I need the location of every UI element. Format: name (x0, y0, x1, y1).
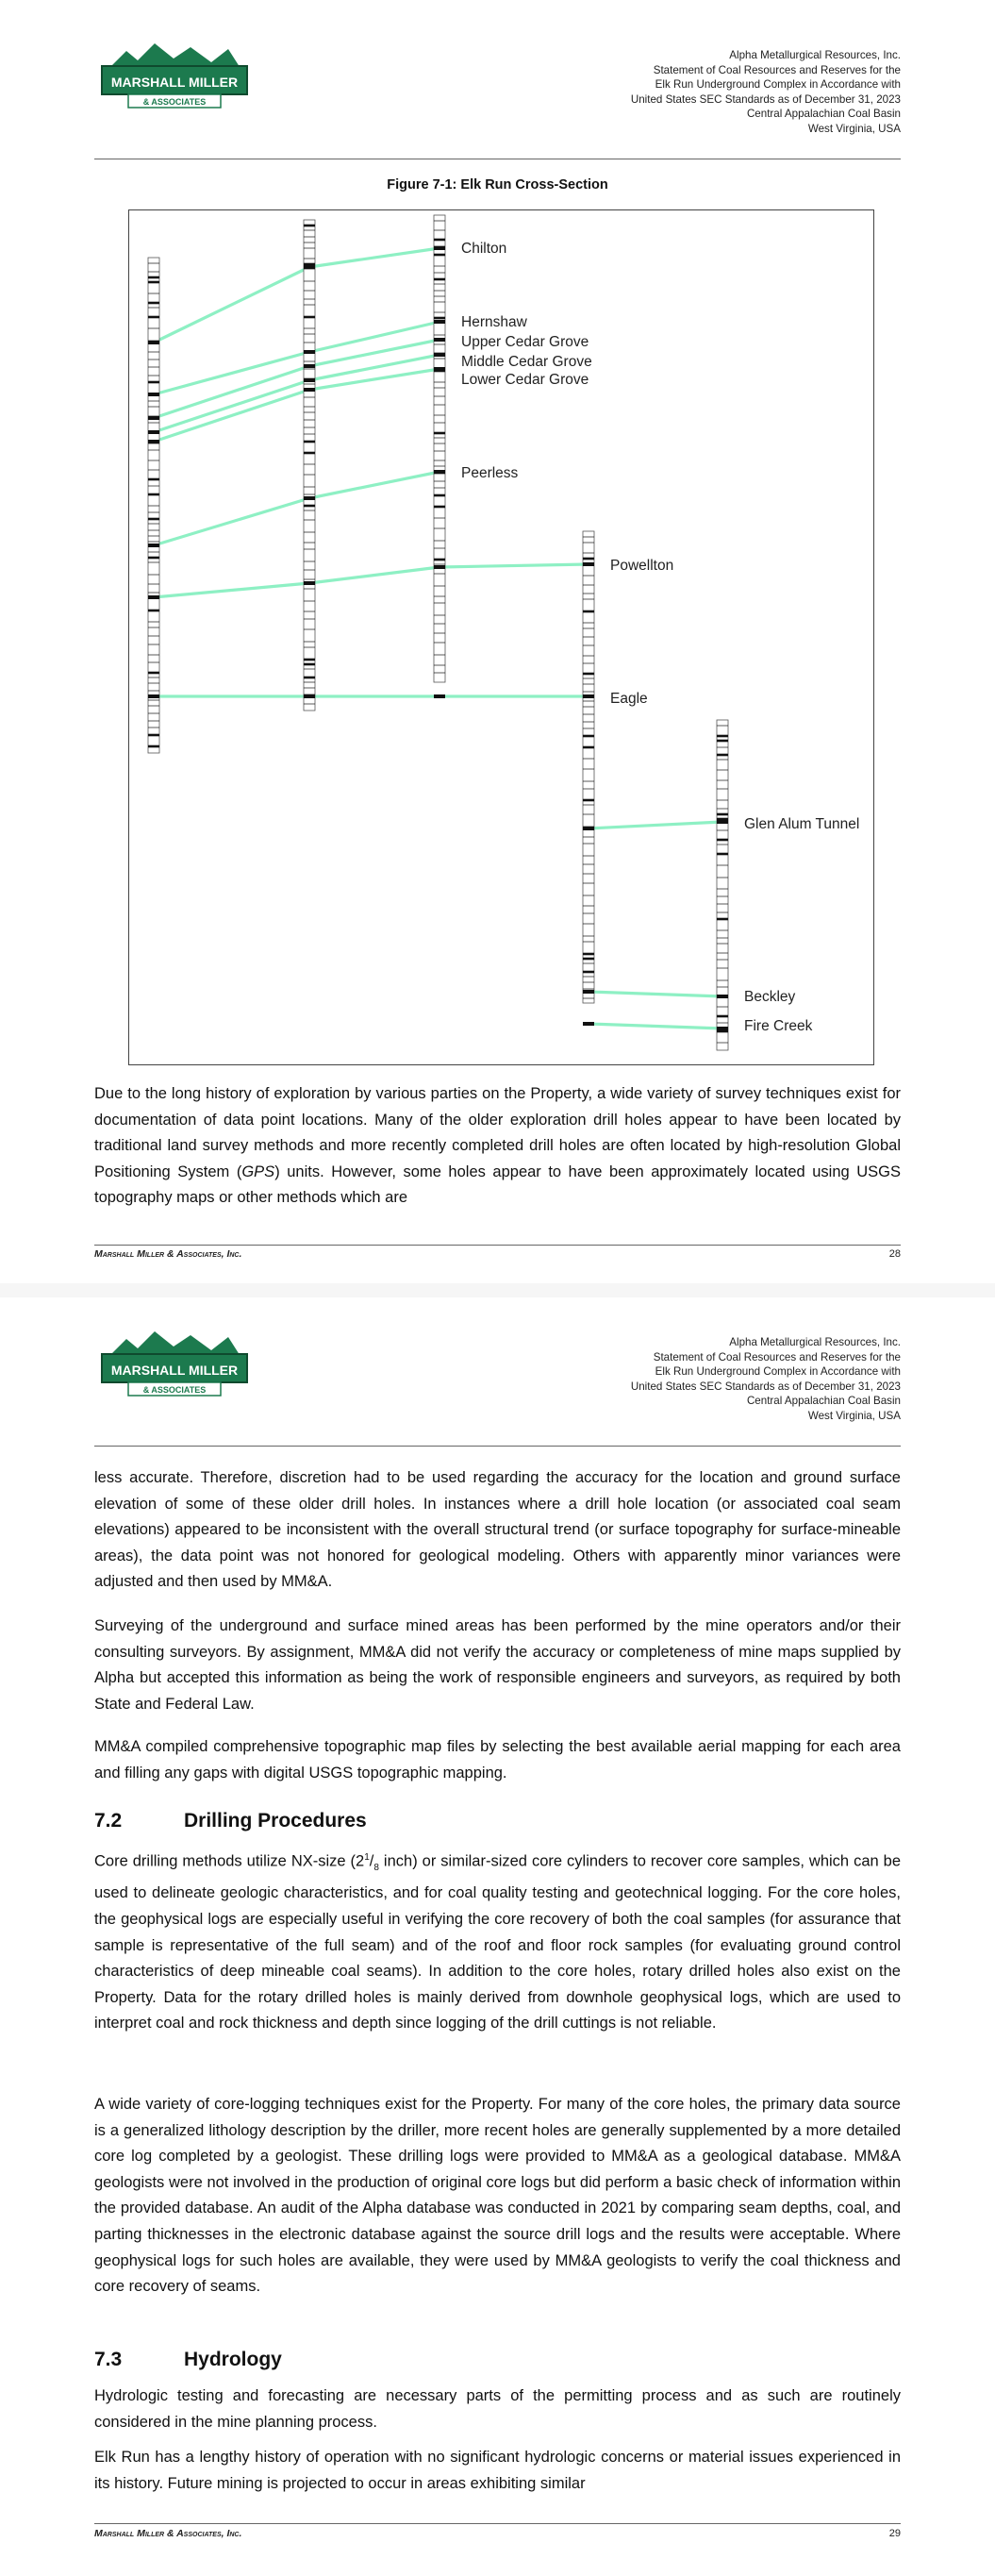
seam-label: Hernshaw (461, 314, 527, 330)
gps-abbrev: GPS (241, 1163, 275, 1180)
seam-label: Chilton (461, 241, 507, 257)
footer-company: Marshall Miller & Associates, Inc. (94, 1248, 242, 1260)
header-line: Statement of Coal Resources and Reserves for the (653, 63, 901, 76)
core-logging-paragraph: A wide variety of core-logging techniques exist for the Property. For many of the core holes, the primary data source is a generalized lithology description by the driller, more recent holes are generally supplemented by a more detailed core log completed by a geologist. These drilling logs were provided to MM&A as a geological database. MM&A geologists were not involved in the production of original core logs but did perform a basic check of information within the provided database. An audit of the Alpha database was conducted in 2021 by comparing seam depths, coal, and parting thicknesses in the electronic database against the source drill logs and the results were acceptable. Where geophysical logs for such holes are available, they were used by MM&A geologists to verify the coal thickness and core recovery of seams. (94, 2096, 901, 2296)
section-number: 7.2 (94, 1810, 123, 1832)
section-heading-7-2 (94, 1810, 367, 1832)
svg-text:MARSHALL MILLER: MARSHALL MILLER (110, 1363, 239, 1378)
coal-seam-mark (583, 562, 594, 566)
coal-seam-mark (148, 416, 159, 420)
header-line: West Virginia, USA (807, 122, 901, 135)
header-block (631, 48, 901, 137)
svg-text:MARSHALL MILLER: MARSHALL MILLER (110, 75, 239, 90)
coal-seam-mark (304, 350, 315, 354)
drilling-text-rest: inch) or similar-sized core cylinders to recover core samples, which can be used to delineate geologic characteristics, and for coal quality testing and geotechnical logging. For the core holes, the geophysical logs are especially useful in verifying the core recovery of both the coal samples (for assurance that sample is representative of the full seam) and of the roof and floor rock samples (for evaluating ground control characteristics of deep mineable coal seams). In addition to the core holes, rotary drilled holes also exist on the Property. Data for the rotary drilled holes is mainly derived from downhole geophysical logs, which are used to interpret coal and rock thickness and depth since logging of the drill cuttings is not reliable. (94, 1852, 901, 2032)
seam-label: Eagle (610, 691, 648, 707)
header-line: Statement of Coal Resources and Reserves for the (653, 1350, 901, 1363)
survey-paragraph: Due to the long history of exploration by various parties on the Property, a wide variety of survey techniques exist for documentation of data point locations. Many of the older exploration drill holes appear to have been located by traditional land survey methods and more recently completed drill holes are often located by high-resolution Global Positioning System (GPS) units. However, some holes appear to have been approximately located using USGS topography maps or other methods which are (94, 1085, 901, 1207)
coal-seam-mark (304, 694, 315, 698)
coal-seam-mark (304, 364, 315, 368)
drill-hole-column (583, 531, 594, 1003)
seam-correlation-line (154, 267, 309, 343)
drilling-paragraph: Core drilling methods utilize NX-size ($2^1/_8$ inch) or similar-sized core cylinders to recover core samples, which can be used to delineate geologic characteristics, and for coal quality testing and geotechnical logging. For the core holes, the geophysical logs are especially useful in verifying the core recovery of both the coal samples (for assurance that sample is representative of the full seam) and of the roof and floor rock samples (for evaluating ground control characteristics of deep mineable coal seams). In addition to the core holes, rotary drilled holes also exist on the Property. Data for the rotary drilled holes is mainly derived from downhole geophysical logs, which are used to interpret coal and rock thickness and depth since logging of the drill cuttings is not reliable. (94, 1852, 901, 2032)
coal-seam-mark (717, 1027, 728, 1030)
seam-correlation-line (589, 992, 722, 996)
page-number: 29 (888, 2528, 901, 2539)
seam-correlation-line (154, 390, 309, 442)
section-heading-7-3 (94, 2349, 282, 2371)
coal-seam-mark (583, 1022, 594, 1026)
coal-seam-mark (434, 338, 445, 342)
drill-hole-column (148, 258, 159, 753)
figure-title: Figure 7-1: Elk Run Cross-Section (387, 177, 608, 192)
seam-correlation-line (309, 369, 439, 390)
fraction-numerator: 1 (364, 1852, 370, 1863)
header-line: Elk Run Underground Complex in Accordance with (655, 78, 901, 92)
seam-correlation-line (309, 472, 439, 498)
header-line: West Virginia, USA (807, 1409, 901, 1422)
seam-correlation-line (309, 248, 439, 267)
seam-label: Fire Creek (744, 1018, 813, 1034)
section-number: 7.3 (94, 2349, 123, 2370)
coal-seam-mark (304, 378, 315, 382)
coal-seam-mark (434, 367, 445, 371)
footer-company: Marshall Miller & Associates, Inc. (94, 2528, 242, 2539)
header-line: Alpha Metallurgical Resources, Inc. (729, 1336, 901, 1348)
coal-seam-mark (583, 694, 594, 698)
header-rule (94, 1446, 901, 1447)
header-line: Alpha Metallurgical Resources, Inc. (729, 49, 901, 61)
drill-hole-column (434, 215, 445, 682)
seam-label: Beckley (744, 989, 796, 1005)
header-line: United States SEC Standards as of December 31, 2023 (630, 92, 901, 106)
coal-seam-mark (434, 470, 445, 474)
section-title: Hydrology (184, 2349, 282, 2370)
page-29 (0, 1297, 995, 2576)
coal-seam-mark (304, 388, 315, 392)
cross-section-figure (128, 209, 874, 1065)
seam-correlation-line (309, 567, 439, 583)
coal-seam-mark (717, 995, 728, 998)
cross-section-svg (129, 210, 873, 1064)
page-28 (0, 0, 995, 1283)
seam-correlation-line (589, 1024, 722, 1029)
footer-rule (94, 1245, 901, 1246)
coal-seam-mark (148, 341, 159, 344)
header-line: Central Appalachian Coal Basin (746, 1395, 901, 1408)
drilling-text-lead: Core drilling methods utilize NX-size (2 (94, 1852, 365, 1870)
coal-seam-mark (434, 246, 445, 250)
coal-seam-mark (304, 265, 315, 269)
page-separator (0, 1283, 995, 1297)
seam-correlation-line (309, 322, 439, 352)
fraction-denominator: 8 (373, 1862, 379, 1873)
surveying-paragraph: Surveying of the underground and surface mined areas has been performed by the mine operators and/or their consulting surveyors. By assignment, MM&A did not verify the accuracy or completeness of mine maps supplied by Alpha but accepted this information as being the work of responsible engineers and surveyors, as required by both State and Federal Law. (94, 1617, 901, 1713)
page-number: 28 (888, 1248, 901, 1260)
header-line: United States SEC Standards as of December 31, 2023 (630, 1380, 901, 1393)
coal-seam-mark (434, 320, 445, 324)
coal-seam-mark (583, 990, 594, 994)
coal-seam-mark (148, 393, 159, 396)
section-title: Drilling Procedures (184, 1810, 367, 1832)
coal-seam-mark (583, 827, 594, 830)
coal-seam-mark (434, 353, 445, 357)
drill-hole-column (304, 220, 315, 711)
seam-label: Upper Cedar Grove (461, 334, 589, 350)
svg-text:& ASSOCIATES: & ASSOCIATES (142, 97, 207, 107)
seam-label: Powellton (610, 558, 674, 574)
header-block (631, 1335, 901, 1424)
elk-run-paragraph: Elk Run has a lengthy history of operation with no significant hydrologic concerns or material issues experienced in its history. Future mining is projected to occur in areas exhibiting similar (94, 2449, 901, 2492)
coal-seam-mark (148, 440, 159, 443)
coal-seam-mark (148, 694, 159, 698)
coal-seam-mark (434, 565, 445, 569)
seam-label: Peerless (461, 465, 519, 481)
seam-correlation-line (154, 498, 309, 545)
coal-seam-mark (304, 496, 315, 500)
seam-correlation-line (439, 564, 589, 567)
seam-label: Lower Cedar Grove (461, 372, 589, 388)
seam-correlation-line (309, 340, 439, 366)
seam-correlation-line (309, 355, 439, 380)
coal-seam-mark (148, 544, 159, 547)
company-logo (100, 42, 249, 109)
seam-label: Middle Cedar Grove (461, 354, 592, 370)
company-logo (100, 1330, 249, 1397)
seam-label: Glen Alum Tunnel (744, 816, 860, 832)
footer-rule (94, 2523, 901, 2524)
topographic-paragraph: MM&A compiled comprehensive topographic map files by selecting the best available aerial mapping for each area and filling any gaps with digital USGS topographic mapping. (94, 1738, 901, 1781)
coal-seam-mark (148, 595, 159, 599)
header-line: Elk Run Underground Complex in Accordance with (655, 1365, 901, 1379)
header-line: Central Appalachian Coal Basin (746, 108, 901, 121)
coal-seam-mark (148, 430, 159, 434)
accuracy-paragraph: less accurate. Therefore, discretion had to be used regarding the accuracy for the location and ground surface elevation of some of these older drill holes. In instances where a drill hole location (or associated coal seam elevations) appeared to be inconsistent with the overall structural trend (or surface topography for surface-mineable areas), the data point was not honored for geological modeling. Others with apparently minor variances were adjusted and then used by MM&A. (94, 1469, 901, 1591)
seam-correlation-line (154, 583, 309, 597)
coal-seam-mark (304, 581, 315, 585)
coal-seam-mark (434, 694, 445, 698)
svg-text:& ASSOCIATES: & ASSOCIATES (142, 1385, 207, 1395)
seam-correlation-line (589, 822, 722, 828)
drill-hole-column (717, 720, 728, 1050)
coal-seam-mark (717, 820, 728, 824)
hydrology-paragraph: Hydrologic testing and forecasting are necessary parts of the permitting process and as such are routinely considered in the mine planning process. (94, 2387, 901, 2431)
